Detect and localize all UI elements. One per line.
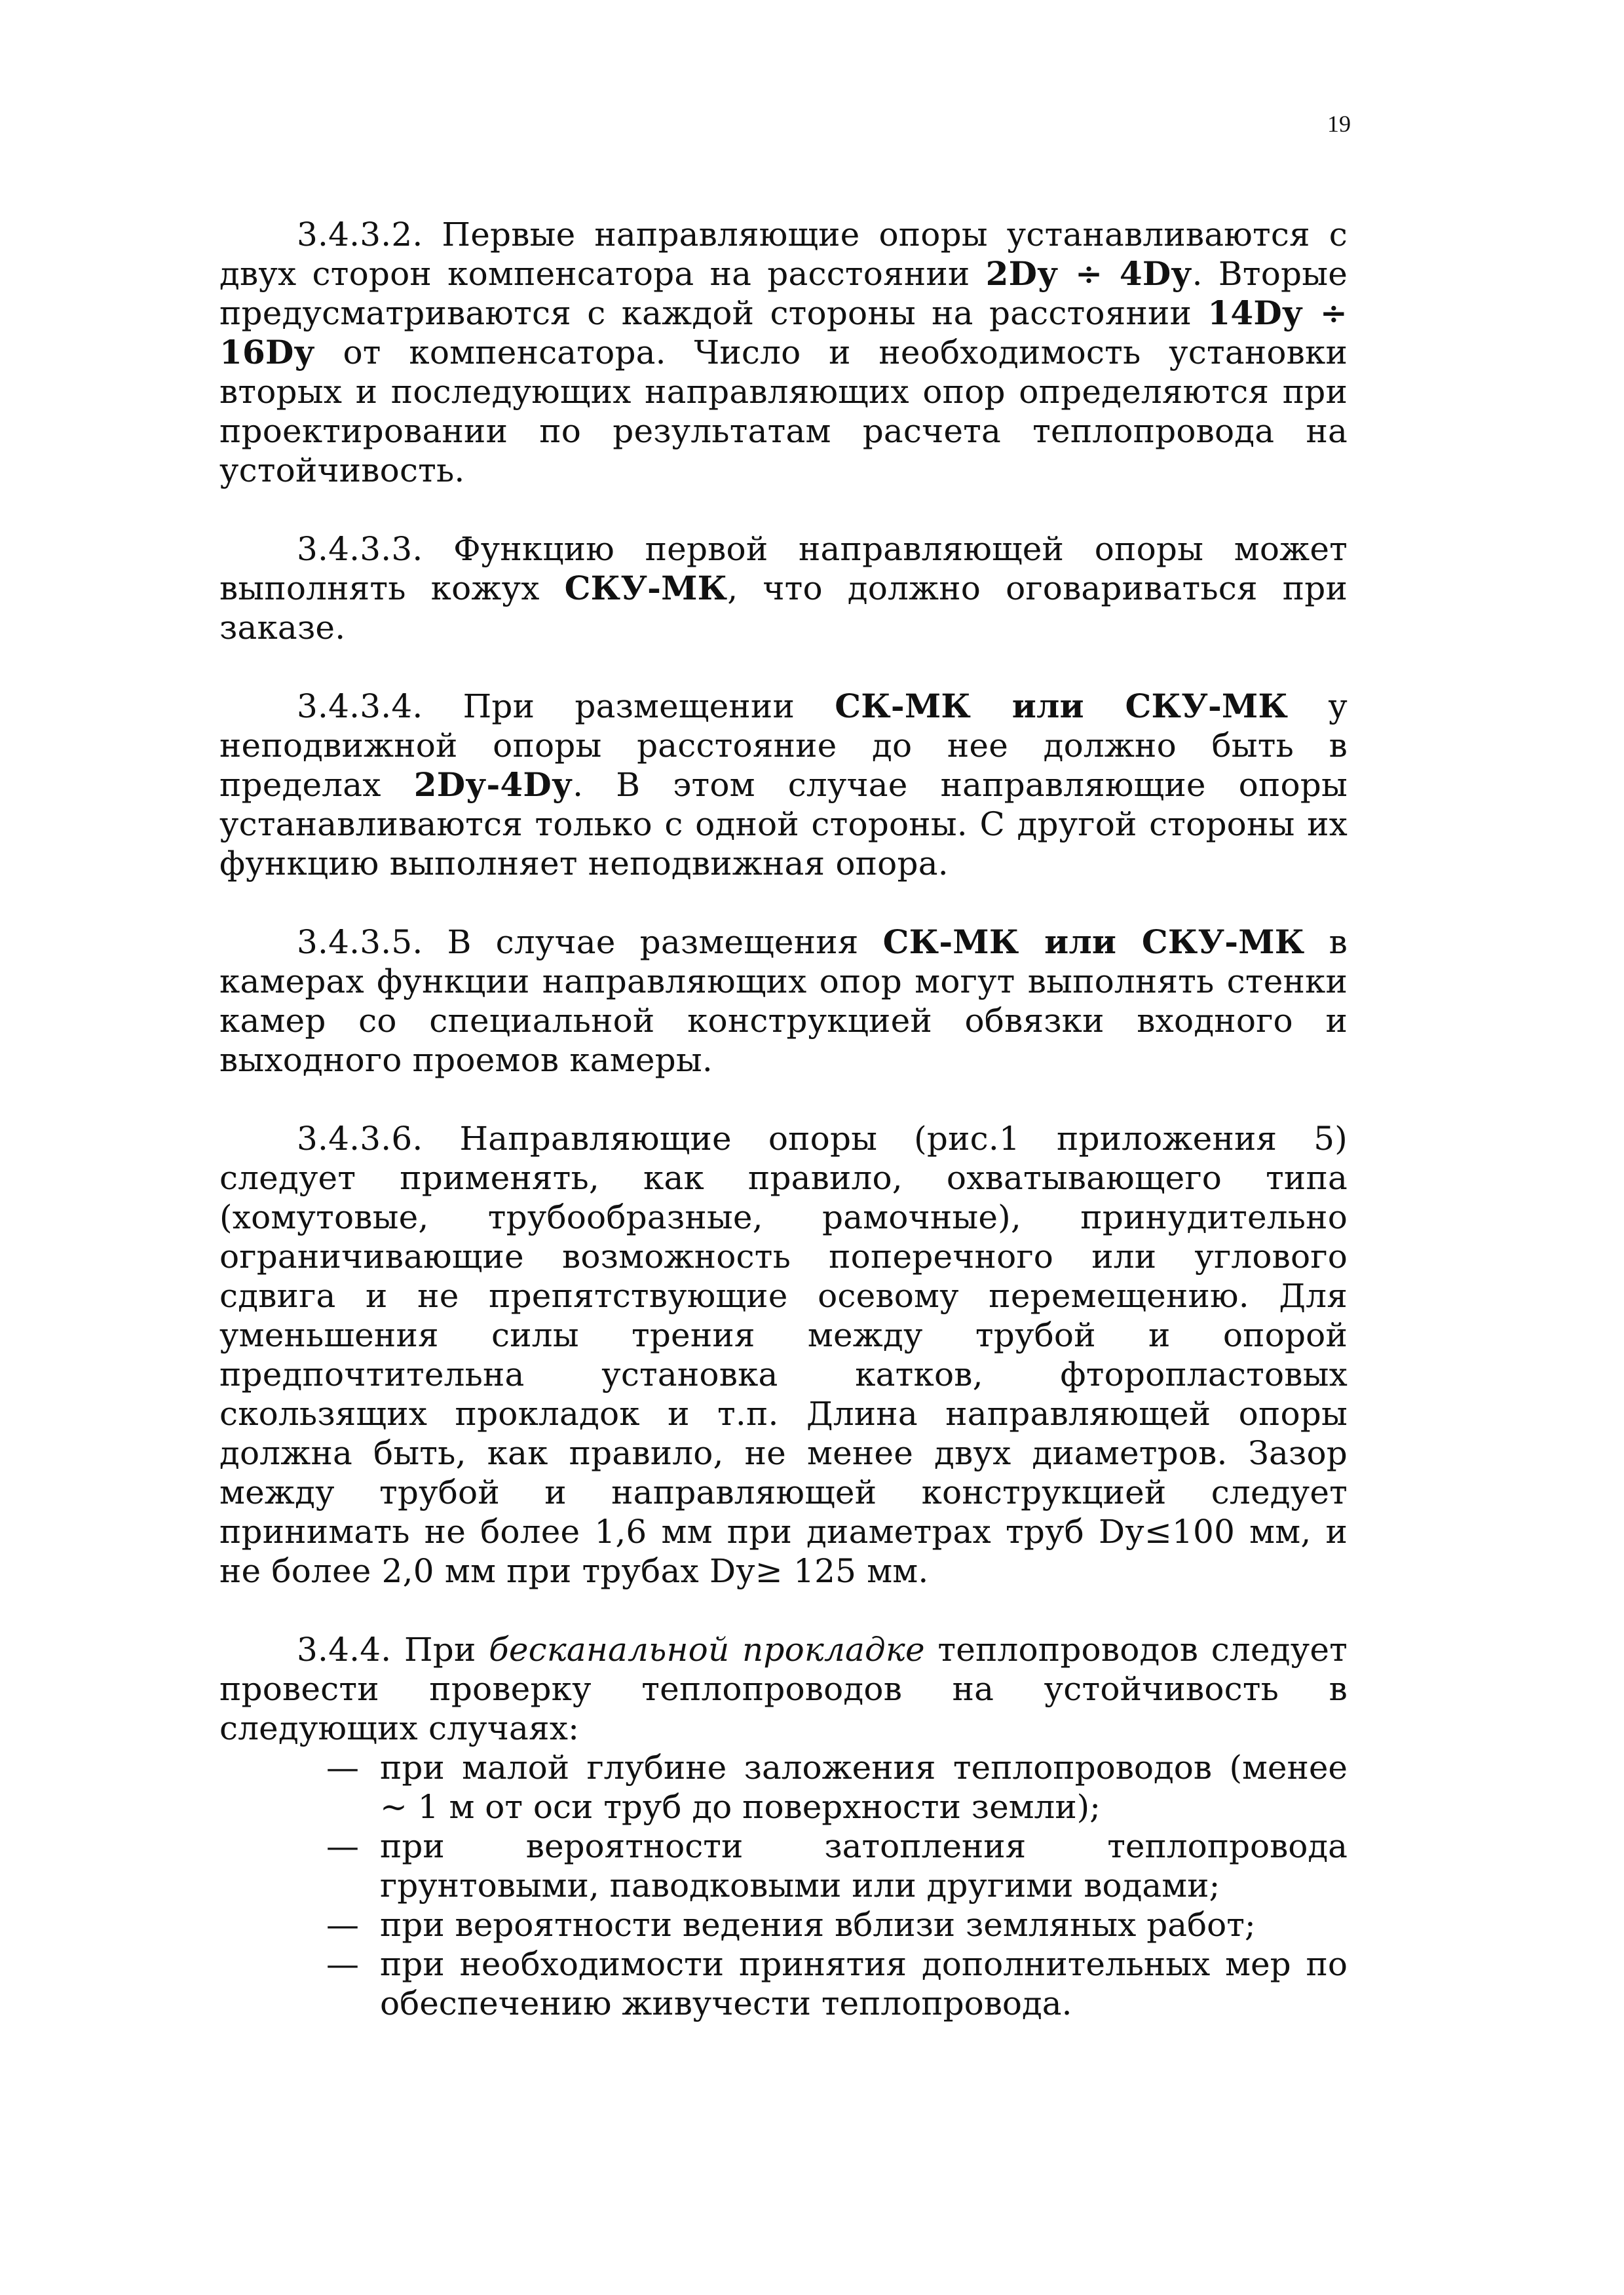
italic-span: бесканальной прокладке <box>489 1631 925 1669</box>
list-item <box>219 1748 1348 1827</box>
text-span: , что должно оговариваться при заказе. <box>219 569 1348 647</box>
text-span: 3.4.3.3. Функцию первой направляющей опоры может выполнять кожух <box>219 530 1348 607</box>
paragraph-3-4-3-6: 3.4.3.6. Направляющие опоры (рис.1 приложения 5) следует применять, как правило, охватывающего типа (хомутовые, трубообразные, рамочные), принудительно ограничивающие возможность поперечного или углового сдвига и не препятствующие осевому перемещению. Для уменьшения силы трения между трубой и опорой предпочтительна установка катков, фторопластовых скользящих прокладок и т.п. Длина направляющей опоры должна быть, как правило, не менее двух диаметров. Зазор между трубой и направляющей конструкцией следует принимать не более 1,6 мм при диаметрах труб Dу≤100 мм, и не более 2,0 мм при трубах Dу≥ 125 мм. <box>219 1120 1348 1590</box>
bold-span: 2Dу-4Dу <box>413 765 573 804</box>
bold-span: 2Dу ÷ 4Dу <box>985 254 1192 293</box>
text-span: . Вторые предусматриваются с каждой стороны на расстоянии <box>219 255 1348 332</box>
paragraph-3-4-3-2 <box>219 215 1348 490</box>
paragraph-3-4-3-5 <box>219 922 1348 1080</box>
text-span: 3.4.3.4. При размещении <box>297 687 835 725</box>
text-span: 3.4.4. При <box>297 1631 489 1669</box>
text-span: в камерах функции направляющих опор могут выполнять стенки камер со специальной конструкцией обвязки входного и выходного проемов камеры. <box>219 923 1348 1079</box>
list-item-text: при вероятности затопления теплопровода грунтовыми, паводковыми или другими водами; <box>380 1827 1348 1905</box>
dash-bullet: — <box>326 1945 359 1983</box>
text-span: от компенсатора. Число и необходимость установки вторых и последующих направляющих опор определяются при проектировании по результатам расчета теплопровода на устойчивость. <box>219 333 1348 489</box>
bold-span: 14Dу ÷ 16Dу <box>219 294 1348 371</box>
dash-bullet: — <box>326 1906 359 1944</box>
bold-span: СК-МК или СКУ-МК <box>882 922 1305 961</box>
list-item <box>219 1827 1348 1905</box>
text-span: теплопроводов следует провести проверку теплопроводов на устойчивость в следующих случаях: <box>219 1631 1348 1747</box>
page-number: 19 <box>1327 111 1351 137</box>
dash-bullet: — <box>326 1827 359 1865</box>
text-span: 3.4.3.5. В случае размещения <box>297 923 883 961</box>
list-item <box>219 1905 1348 1944</box>
list-item-text: при необходимости принятия дополнительных мер по обеспечению живучести теплопровода. <box>380 1945 1348 2022</box>
text-span: 3.4.3.2. Первые направляющие опоры устанавливаются с двух сторон компенсатора на расстоянии <box>219 216 1348 293</box>
paragraph-3-4-4 <box>219 1630 1348 1748</box>
conditions-list <box>219 1748 1348 2023</box>
list-item <box>219 1944 1348 2023</box>
bold-span: СК-МК или СКУ-МК <box>835 687 1289 725</box>
dash-bullet: — <box>326 1749 359 1787</box>
list-item-text: при малой глубине заложения теплопроводов (менее ~ 1 м от оси труб до поверхности земли); <box>380 1749 1348 1826</box>
paragraph-3-4-3-3 <box>219 529 1348 647</box>
document-body <box>219 215 1348 2023</box>
text-span: у неподвижной опоры расстояние до нее должно быть в пределах <box>219 687 1348 804</box>
text-span: . В этом случае направляющие опоры устанавливаются только с одной стороны. С другой стороны их функцию выполняет неподвижная опора. <box>219 766 1348 882</box>
list-item-text: при вероятности ведения вблизи земляных работ; <box>380 1906 1256 1944</box>
bold-span: СКУ-МК <box>564 569 728 607</box>
paragraph-3-4-3-4 <box>219 687 1348 883</box>
